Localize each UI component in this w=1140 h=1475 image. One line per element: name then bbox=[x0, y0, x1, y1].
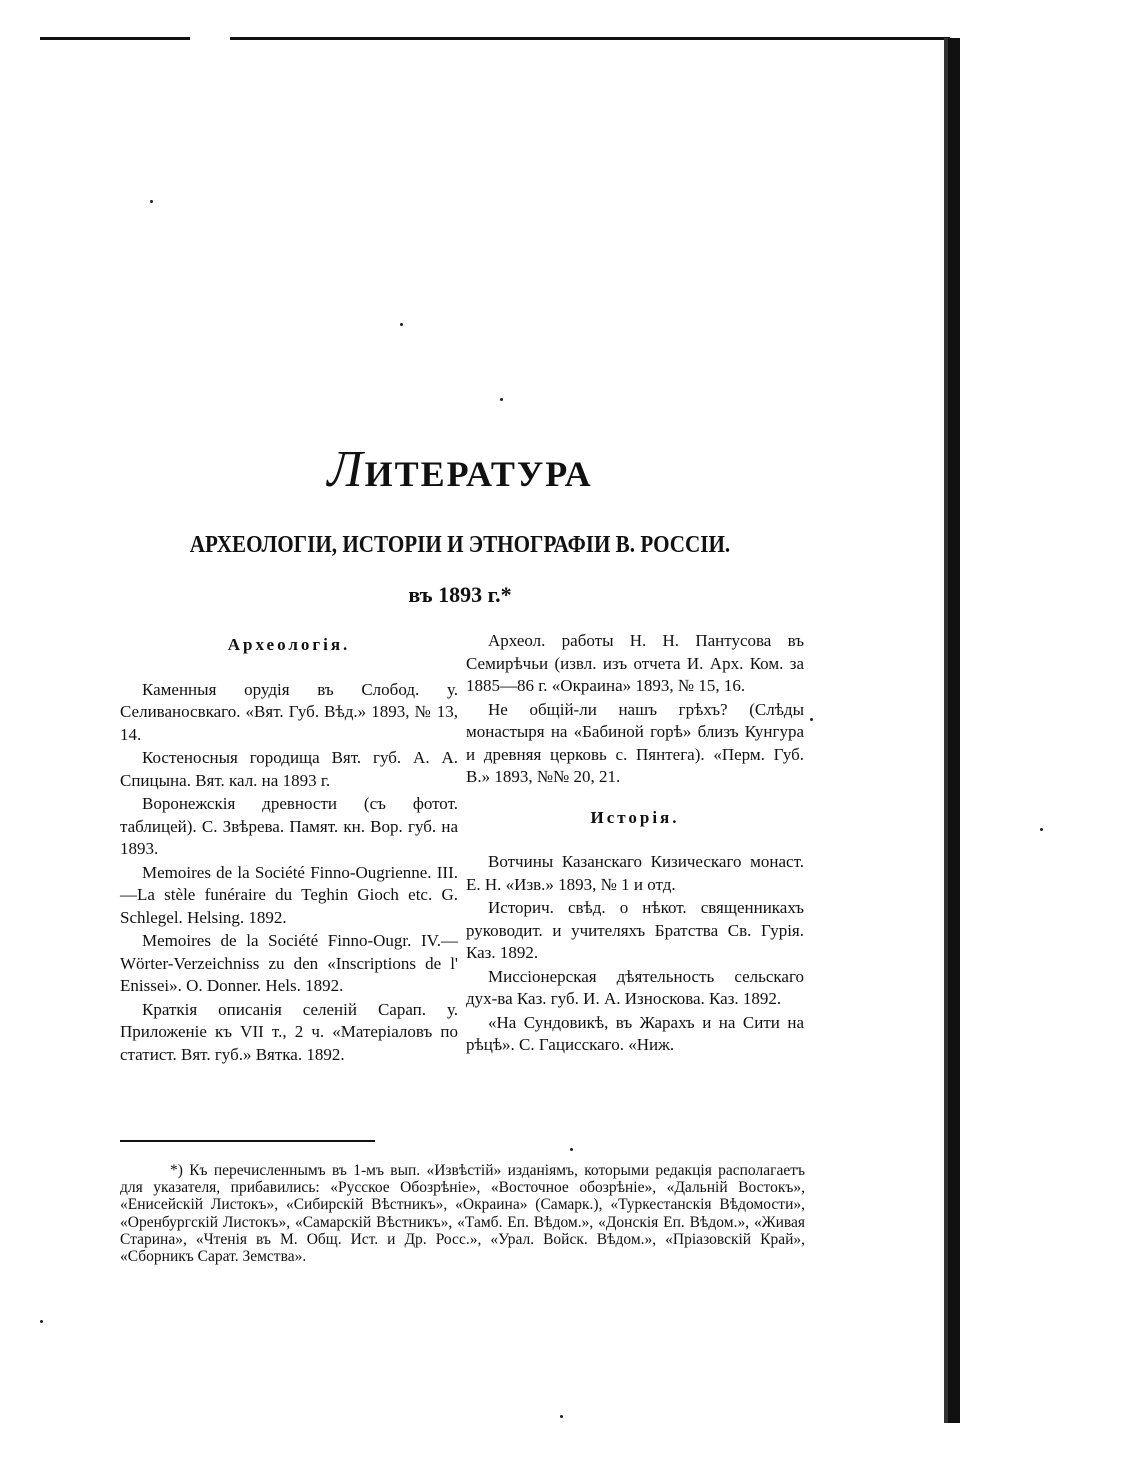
scan-speck bbox=[500, 398, 503, 401]
page-right-edge-shadow bbox=[944, 38, 948, 1423]
bibliography-entry: Memoires de la Société Finno-Ougr. IV.—Wörter-Verzeichniss zu den «Inscriptions de l' Enissei». O. Donner. Hels. 1892. bbox=[120, 931, 458, 995]
bibliography-entry: «На Сундовикѣ, въ Жарахъ и на Сити на рѣцѣ». С. Гацисскаго. «Ниж. bbox=[466, 1012, 804, 1054]
scan-speck bbox=[40, 1320, 43, 1323]
left-column bbox=[120, 630, 458, 1067]
bibliography-entry: Воронежскія древности (съ фотот. таблицей). С. Звѣрева. Памят. кн. Вор. губ. на 1893. bbox=[120, 794, 458, 858]
scan-speck bbox=[1040, 828, 1043, 831]
scan-speck bbox=[400, 323, 403, 326]
scan-speck bbox=[570, 1148, 573, 1151]
title-initial: Л bbox=[327, 441, 365, 498]
page-title bbox=[0, 440, 920, 499]
top-border-gap bbox=[190, 37, 230, 40]
section-heading-archaeology: Археологія. bbox=[227, 635, 351, 654]
year-line: въ 1893 г.* bbox=[408, 582, 512, 607]
bibliography-entry: Историч. свѣд. о нѣкот. священникахъ руководит. и учителяхъ Братства Св. Гурія. Каз. 1892. bbox=[466, 898, 804, 962]
bibliography-entry: Каменныя орудія въ Слобод. у. Селиваносвкаго. «Вят. Губ. Вѣд.» 1893, № 13, 14. bbox=[120, 679, 458, 744]
bibliography-entry: Вотчины Казанскаго Кизическаго монаст. Е. Н. «Изв.» 1893, № 1 и отд. bbox=[466, 852, 804, 894]
top-border-line bbox=[40, 37, 950, 40]
bibliography-entry: Не общій-ли нашъ грѣхъ? (Слѣды монастыря на «Бабиной горѣ» близъ Кунгура и древняя церковь с. Пянтега). «Перм. Губ. В.» 1893, №№ 20, 21. bbox=[466, 699, 804, 786]
bibliography-entry: Memoires de la Société Finno-Ougrienne. III.—La stèle funéraire du Teghin Gioch etc. G. Schlegel. Helsing. 1892. bbox=[120, 862, 458, 927]
right-column bbox=[466, 630, 804, 1058]
page-subtitle: АРХЕОЛОГІИ, ИСТОРІИ И ЭТНОГРАФІИ В. РОССІИ. bbox=[189, 532, 731, 558]
bibliography-entry: Костеносныя городища Вят. губ. А. А. Спицына. Вят. кал. на 1893 г. bbox=[120, 748, 458, 790]
bibliography-entry: Миссіонерская дѣятельность сельскаго дух-ва Каз. губ. И. А. Износкова. Каз. 1892. bbox=[466, 966, 804, 1008]
section-heading-history: Исторія. bbox=[590, 807, 680, 827]
scan-speck bbox=[560, 1415, 563, 1418]
footnote: *) Къ перечисленнымъ въ 1-мъ вып. «Извѣстій» изданіямъ, которыми редакція располагаетъ для указателя, прибавились: «Русское Обозрѣніе», «Восточное обозрѣніе», «Дальній Востокъ», «Енисейскій Листокъ», «Сибирскій Вѣстникъ», «Окраина» (Самарк.), «Туркестанскія Вѣдомости», «Оренбургскій Листокъ», «Самарскій Вѣстникъ», «Тамб. Еп. Вѣдом.», «Донскія Еп. Вѣдом.», «Живая Старина», «Чтенія въ М. Общ. Ист. и Др. Росс.», «Урал. Войск. Вѣдом.», «Пріазовскій Край», «Сборникъ Сарат. Земства». bbox=[120, 1162, 805, 1266]
scan-speck bbox=[810, 718, 813, 721]
title-rest: ИТЕРАТУРА bbox=[364, 454, 593, 494]
footnote-divider bbox=[120, 1140, 375, 1142]
scan-speck bbox=[150, 200, 153, 203]
bibliography-entry: Краткія описанія селеній Сарап. у. Приложеніе къ VII т., 2 ч. «Матеріаловъ по статист. Вят. губ.» Вятка. 1892. bbox=[120, 999, 458, 1064]
bibliography-entry: Археол. работы Н. Н. Пантусова въ Семирѣчьи (извл. изъ отчета И. Арх. Ком. за 1885—86 г. «Окраина» 1893, № 15, 16. bbox=[466, 631, 804, 695]
